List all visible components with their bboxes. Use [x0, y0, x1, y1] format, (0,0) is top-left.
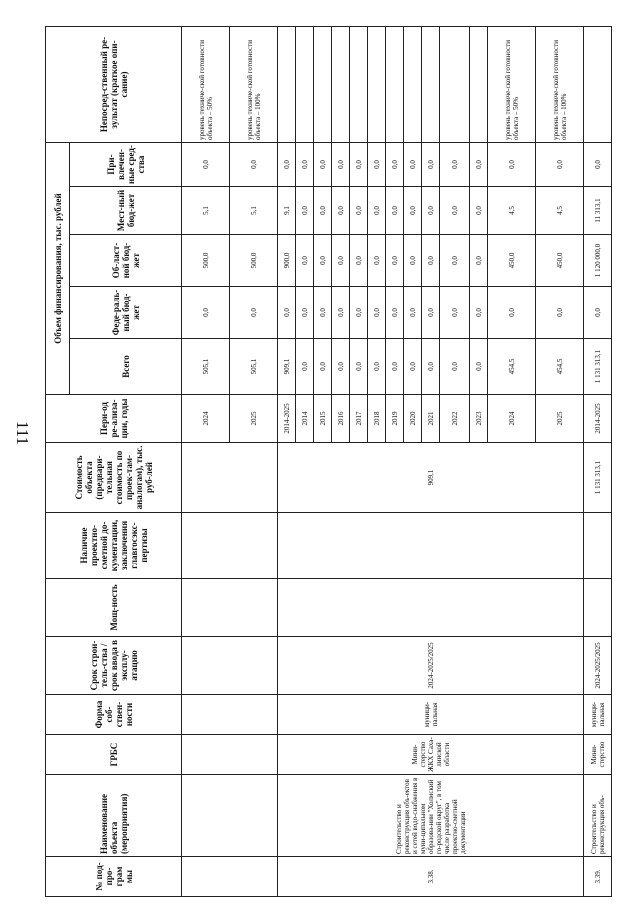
regional-cell: 0,0 — [422, 235, 440, 287]
item-expertise — [584, 513, 612, 579]
attracted-cell: 0,0 — [488, 143, 536, 187]
total-cell: 505,1 — [182, 339, 230, 395]
attracted-cell: 0,0 — [230, 143, 278, 187]
total-cell: 0,0 — [404, 339, 422, 395]
total-cell: 0,0 — [440, 339, 470, 395]
result-cell — [470, 27, 488, 143]
federal-cell: 0,0 — [422, 287, 440, 339]
item-term: 2024-2025/2025 — [278, 637, 584, 695]
period-cell: 2020 — [404, 395, 422, 443]
item-cost: 909,1 — [278, 443, 584, 513]
header-term: Срок строи-тель-ства / срок ввода в эксплу-атацию — [46, 637, 182, 695]
regional-cell: 0,0 — [332, 235, 350, 287]
attracted-cell: 0,0 — [278, 143, 296, 187]
regional-cell: 450,0 — [488, 235, 536, 287]
result-cell: уровень техниче-ской готовности объекта – 100% — [536, 27, 584, 143]
total-cell: 454,5 — [536, 339, 584, 395]
header-period: Пери-од ре-ализа-ции, годы — [46, 395, 182, 443]
regional-cell: 0,0 — [350, 235, 368, 287]
federal-cell: 0,0 — [470, 287, 488, 339]
result-cell — [368, 27, 386, 143]
attracted-cell: 0,0 — [584, 143, 612, 187]
regional-cell: 0,0 — [386, 235, 404, 287]
federal-cell: 0,0 — [584, 287, 612, 339]
table-row — [584, 27, 612, 897]
attracted-cell: 0,0 — [440, 143, 470, 187]
period-cell: 2018 — [368, 395, 386, 443]
regional-cell: 0,0 — [440, 235, 470, 287]
header-grbs: ГРБС — [46, 735, 182, 775]
federal-cell: 0,0 — [386, 287, 404, 339]
page-number: 111 — [13, 420, 32, 446]
local-cell: 4,5 — [488, 187, 536, 235]
result-cell — [314, 27, 332, 143]
attracted-cell: 0,0 — [404, 143, 422, 187]
local-cell: 0,0 — [440, 187, 470, 235]
attracted-cell: 0,0 — [296, 143, 314, 187]
total-cell: 0,0 — [422, 339, 440, 395]
item-power — [584, 579, 612, 637]
period-cell: 2014-2025 — [584, 395, 612, 443]
total-cell: 0,0 — [386, 339, 404, 395]
federal-cell: 0,0 — [332, 287, 350, 339]
period-cell: 2014 — [296, 395, 314, 443]
period-cell: 2022 — [440, 395, 470, 443]
financing-table — [45, 26, 612, 897]
header-financing-group: Объем финансирования, тыс. рублей — [46, 143, 70, 395]
total-cell: 0,0 — [296, 339, 314, 395]
header-power: Мощ-ность — [46, 579, 182, 637]
result-cell: уровень техниче-ской готовности объекта – 50% — [182, 27, 230, 143]
header-name: Наименование объекта (мероприятия) — [46, 775, 182, 857]
period-cell: 2017 — [350, 395, 368, 443]
attracted-cell: 0,0 — [422, 143, 440, 187]
header-regional: Об-ласт-ной бюд-жет — [70, 235, 182, 287]
result-cell — [422, 27, 440, 143]
federal-cell: 0,0 — [488, 287, 536, 339]
total-cell: 0,0 — [332, 339, 350, 395]
total-cell: 1 131 313,1 — [584, 339, 612, 395]
item-number: 3.39. — [584, 857, 612, 897]
federal-cell: 0,0 — [314, 287, 332, 339]
local-cell: 0,0 — [296, 187, 314, 235]
federal-cell: 0,0 — [404, 287, 422, 339]
result-cell — [404, 27, 422, 143]
result-cell — [386, 27, 404, 143]
result-cell — [584, 27, 612, 143]
header-num: № под-про-грам мы — [46, 857, 182, 897]
attracted-cell: 0,0 — [350, 143, 368, 187]
item-name: Строительство и реконструкция объ-ектов и сетей водо-снабжения в муни-ципальном образова-нии "Холмский го-родской округ", в том числе разработка проектно-сметной документации — [278, 775, 584, 857]
period-cell: 2024 — [488, 395, 536, 443]
header-expertise: Наличие проектно-сметной до-кументации, заключения главгосэкс-пертизы — [46, 513, 182, 579]
regional-cell: 900,0 — [278, 235, 296, 287]
local-cell: 0,0 — [350, 187, 368, 235]
regional-cell: 450,0 — [536, 235, 584, 287]
local-cell: 0,0 — [368, 187, 386, 235]
regional-cell: 0,0 — [314, 235, 332, 287]
result-cell: уровень техниче-ской готовности объекта – 50% — [488, 27, 536, 143]
item-name: Строительство и реконструкция объ- — [584, 775, 612, 857]
item-number: 3.38. — [278, 857, 584, 897]
local-cell: 4,5 — [536, 187, 584, 235]
table-row — [278, 27, 296, 897]
regional-cell: 500,0 — [182, 235, 230, 287]
total-cell: 0,0 — [368, 339, 386, 395]
header-cost: Стоимость объекта (предвари-тельная стоимость по проек-там-аналогам), тыс. руб-лей — [46, 443, 182, 513]
period-cell: 2024 — [182, 395, 230, 443]
regional-cell: 1 120 000,0 — [584, 235, 612, 287]
item-ownership: муници-пальная — [584, 695, 612, 735]
item-power — [278, 579, 584, 637]
local-cell: 11 313,1 — [584, 187, 612, 235]
item-grbs: Мини-стерство ЖКХ Саха-линской области — [278, 735, 584, 775]
regional-cell: 0,0 — [470, 235, 488, 287]
federal-cell: 0,0 — [182, 287, 230, 339]
local-cell: 5,1 — [230, 187, 278, 235]
header-result: Непосред-ственный ре-зультат (краткое опи-сание) — [46, 27, 182, 143]
attracted-cell: 0,0 — [470, 143, 488, 187]
federal-cell: 0,0 — [368, 287, 386, 339]
total-cell: 0,0 — [314, 339, 332, 395]
attracted-cell: 0,0 — [368, 143, 386, 187]
total-cell: 0,0 — [470, 339, 488, 395]
result-cell — [440, 27, 470, 143]
period-cell: 2014-2025 — [278, 395, 296, 443]
header-attracted: При-влечен-ные сред-ства — [70, 143, 182, 187]
result-cell — [296, 27, 314, 143]
period-cell: 2025 — [536, 395, 584, 443]
item-grbs: Мини-стерство — [584, 735, 612, 775]
period-cell: 2021 — [422, 395, 440, 443]
total-cell: 0,0 — [350, 339, 368, 395]
header-federal: Феде-раль-ный бюд-жет — [70, 287, 182, 339]
total-cell: 505,1 — [230, 339, 278, 395]
item-ownership: муници-пальная — [278, 695, 584, 735]
attracted-cell: 0,0 — [182, 143, 230, 187]
attracted-cell: 0,0 — [314, 143, 332, 187]
federal-cell: 0,0 — [278, 287, 296, 339]
regional-cell: 0,0 — [368, 235, 386, 287]
local-cell: 0,0 — [332, 187, 350, 235]
result-cell — [350, 27, 368, 143]
local-cell: 0,0 — [470, 187, 488, 235]
local-cell: 0,0 — [314, 187, 332, 235]
attracted-cell: 0,0 — [332, 143, 350, 187]
period-cell: 2025 — [230, 395, 278, 443]
federal-cell: 0,0 — [440, 287, 470, 339]
table-row — [182, 27, 230, 897]
result-cell — [278, 27, 296, 143]
total-cell: 909,1 — [278, 339, 296, 395]
federal-cell: 0,0 — [536, 287, 584, 339]
attracted-cell: 0,0 — [536, 143, 584, 187]
item-expertise — [278, 513, 584, 579]
regional-cell: 0,0 — [404, 235, 422, 287]
federal-cell: 0,0 — [296, 287, 314, 339]
attracted-cell: 0,0 — [386, 143, 404, 187]
total-cell: 454,5 — [488, 339, 536, 395]
item-cost: 1 131 313,1 — [584, 443, 612, 513]
federal-cell: 0,0 — [230, 287, 278, 339]
period-cell: 2023 — [470, 395, 488, 443]
regional-cell: 500,0 — [230, 235, 278, 287]
regional-cell: 0,0 — [296, 235, 314, 287]
item-term: 2024-2025/2025 — [584, 637, 612, 695]
header-local: Мест-ный бюд-жет — [70, 187, 182, 235]
header-ownership: Форма соб-ствен-ности — [46, 695, 182, 735]
table-stage — [45, 27, 610, 897]
local-cell: 0,0 — [386, 187, 404, 235]
result-cell: уровень техниче-ской готовности объекта – 100% — [230, 27, 278, 143]
local-cell: 9,1 — [278, 187, 296, 235]
local-cell: 5,1 — [182, 187, 230, 235]
header-total: Всего — [70, 339, 182, 395]
local-cell: 0,0 — [422, 187, 440, 235]
local-cell: 0,0 — [404, 187, 422, 235]
federal-cell: 0,0 — [350, 287, 368, 339]
result-cell — [332, 27, 350, 143]
period-cell: 2019 — [386, 395, 404, 443]
period-cell: 2015 — [314, 395, 332, 443]
period-cell: 2016 — [332, 395, 350, 443]
